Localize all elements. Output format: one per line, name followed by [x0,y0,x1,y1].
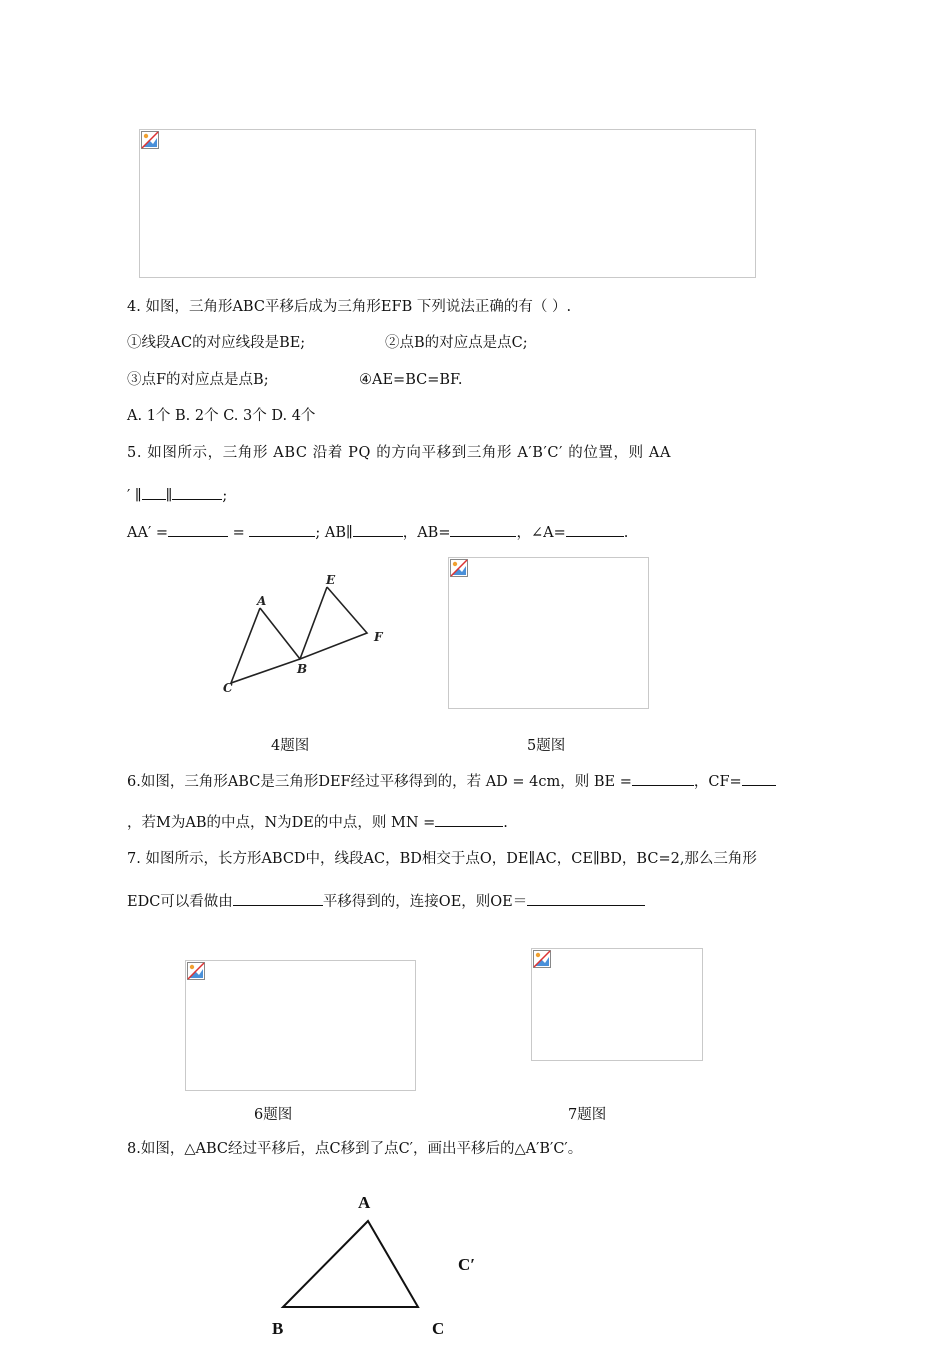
answer-blank[interactable] [142,485,166,500]
triangle-abc-q8 [283,1221,418,1307]
q4-text: 4. 如图，三角形ABC平移后成为三角形EFB 下列说法正确的有（ ）. [127,299,572,315]
q5-line3 [127,522,628,543]
q5-line3-text-e: ，∠A= [516,525,566,541]
q5-line3-text-c: ; AB∥ [315,525,353,541]
answer-blank[interactable] [632,771,694,786]
answer-blank[interactable] [527,891,645,906]
q5-line2-text-b: ∥ [165,488,173,504]
q5-line3-text-a: AA′ = [127,525,168,541]
q6-line1-text-b: ，CF= [693,774,742,790]
q5-line3-text-b: = [228,525,250,541]
triangle-efb [300,587,367,659]
answer-blank[interactable] [353,522,403,537]
label-f: F [374,630,383,644]
image-placeholder-top [139,129,756,278]
q8-text: 8.如图，△ABC经过平移后，点C移到了点C′，画出平移后的△A′B′C′。 [127,1141,583,1157]
q5-line2 [127,485,227,506]
label-e: E [326,573,336,587]
q4-option-3: ③点F的对应点是点B; [127,372,269,388]
caption-fig7: 7题图 [568,1107,607,1123]
q4-option-1: ①线段AC的对应线段是BE; [127,335,306,351]
q4-choices: A. 1个 B. 2个 C. 3个 D. 4个 [127,408,316,424]
triangle-abc [231,608,300,683]
label-c-q8: C [432,1319,445,1338]
q6-line1 [127,771,776,792]
q5-line1: 5. 如图所示，三角形 ABC 沿着 PQ 的方向平移到三角形 A′B′C′ 的位置，则 AA [127,445,672,461]
caption-fig4: 4题图 [271,738,310,754]
answer-blank[interactable] [168,522,228,537]
q6-line2-text-a: ，若M为AB的中点，N为DE的中点，则 MN = [127,815,436,831]
caption-fig6: 6题图 [254,1107,293,1123]
q6-line1-text-a: 6.如图，三角形ABC是三角形DEF经过平移得到的，若 AD = 4cm，则 BE = [127,774,632,790]
q4-option-4: ④AE=BC=BF. [359,372,463,388]
figure-8-triangle [270,1210,430,1320]
answer-blank[interactable] [172,485,222,500]
broken-image-icon [187,962,205,980]
q4-option-2: ②点B的对应点是点C; [385,335,528,351]
figure-4-triangles [215,570,395,700]
label-a: A [257,594,267,608]
answer-blank[interactable] [742,771,776,786]
q6-line2-text-b: . [503,815,508,831]
label-b: B [297,662,308,676]
broken-image-icon [141,131,159,149]
image-placeholder-fig7 [531,948,703,1061]
label-a-q8: A [358,1193,371,1212]
label-c-prime-q8: C′ [458,1255,476,1274]
answer-blank[interactable] [435,812,503,827]
q5-line2-text-c: ; [222,488,228,504]
q7-line1: 7. 如图所示，长方形ABCD中，线段AC，BD相交于点O，DE∥AC，CE∥BD，BC=2,那么三角形 [127,851,757,867]
q4-options-row1 [127,333,528,353]
label-c: C [223,681,233,695]
q5-line2-text-a: ′ ∥ [127,488,142,504]
answer-blank[interactable] [249,522,315,537]
q5-line3-text-d: ，AB= [402,525,451,541]
q6-line2 [127,812,508,833]
image-placeholder-fig5 [448,557,649,709]
q7-line2 [127,891,645,912]
image-placeholder-fig6 [185,960,416,1091]
broken-image-icon [450,559,468,577]
caption-fig5: 5题图 [527,738,566,754]
q7-line2-text-a: EDC可以看做由 [127,894,233,910]
answer-blank[interactable] [566,522,624,537]
q7-line2-text-b: 平移得到的，连接OE，则OE＝ [322,894,528,910]
answer-blank[interactable] [450,522,516,537]
label-b-q8: B [272,1319,284,1338]
answer-blank[interactable] [233,891,323,906]
q4-options-row2 [127,370,463,390]
q5-line3-text-f: . [623,525,629,541]
broken-image-icon [533,950,551,968]
